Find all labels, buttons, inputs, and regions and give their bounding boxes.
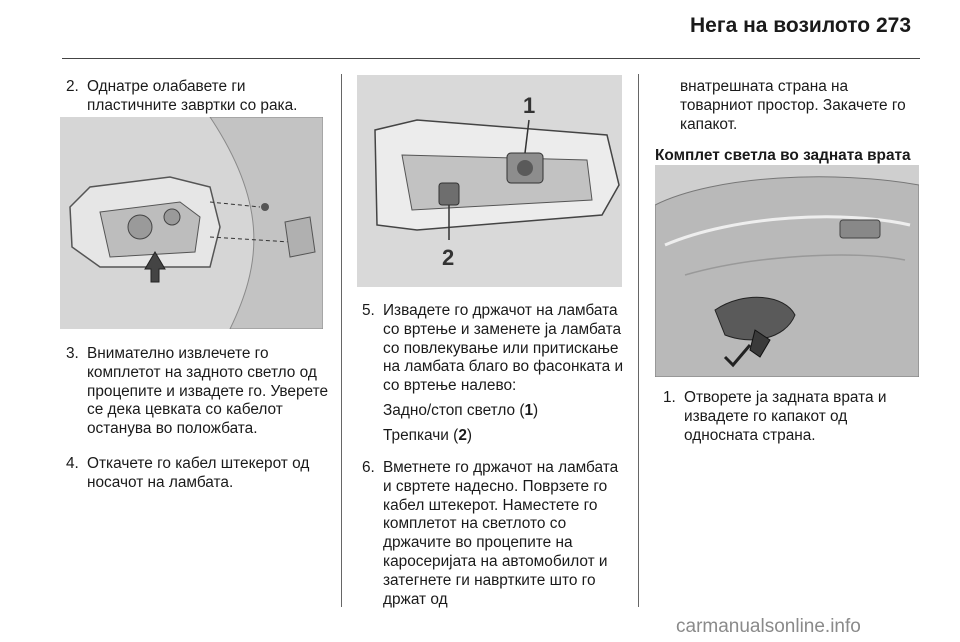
figure-bulb-holders [357,75,622,287]
tail-light-illustration [60,117,323,329]
step-text: Отворете ја задната врата и извадете го капакот од односната страна. [684,389,887,444]
tailgate-illustration [655,165,919,377]
figure-label-1: 1 [523,93,536,118]
figure-reference: 1 [524,401,534,419]
page-header-title: Нега на возилото [690,14,871,37]
step-number: 3. [66,345,79,362]
step-text: Однатре олабавете ги пластичните завртки со рака. [87,78,298,114]
step-number: 6. [362,459,375,476]
bulb-item-turn-signal: Трепкачи (2) [383,426,473,444]
step-number: 4. [66,455,79,472]
bulb-holder-illustration [357,75,622,287]
continued-text: внатрешната страна на товарниот простор. Закачете го капакот. [680,78,906,133]
header-rule [62,58,920,59]
bulb-item-tail-brake: Задно/стоп светло (1) [383,401,539,419]
step-text: Вметнете го држачот на ламбата и свртете надесно. Поврзете го кабел штекерот. Наместете го комплетот на светлото со држачите во процепите на каросеријата на автомобилот и затегнете ги навртките што го држат од [383,459,619,608]
column-divider-1 [341,74,342,607]
section-heading: Комплет светла во задната врата [655,147,911,164]
figure-reference: 2 [458,426,467,444]
figure-tail-light-removal [60,117,323,329]
step-number: 1. [663,389,676,406]
figure-tailgate-cover [655,165,919,377]
step-text: Внимателно извлечете го комплетот на задното светло од процепите и извадете го. Уверете се дека цевката со кабелот останува во положбата. [87,345,329,438]
column-divider-2 [638,74,639,607]
step-text: Извадете го држачот на ламбата со вртење и заменете ја ламбата со повлекување или притискање на ламбата благо во фасонката и со вртење налево: [383,302,624,395]
step-number: 5. [362,302,375,319]
step-number: 2. [66,78,79,95]
watermark: carmanualsonline.info [676,616,861,637]
step-text: Откачете го кабел штекерот од носачот на ламбата. [87,455,310,491]
figure-label-2: 2 [442,245,455,270]
page-number: 273 [876,14,912,37]
